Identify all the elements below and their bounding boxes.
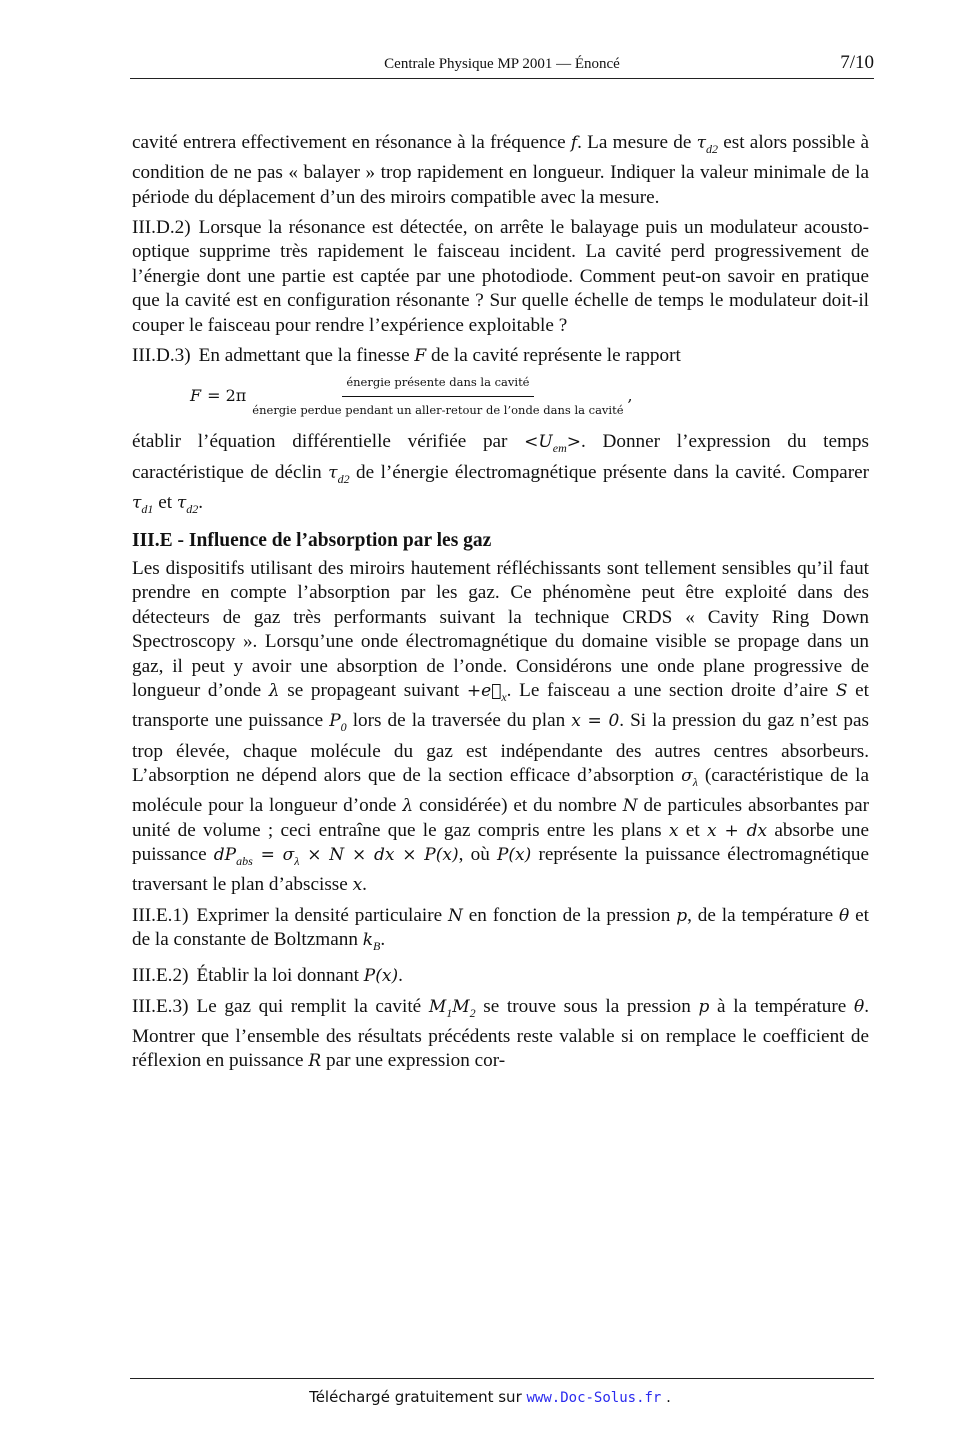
question-iii-e-1: III.E.1) Exprimer la densité particulaire N en fonction de la pression p, de la température θ et de la constante de Boltzmann $k_B$. <box>132 904 869 953</box>
question-iii-e-2: III.E.2) Établir la loi donnant P(x). <box>132 965 403 987</box>
section-title: III.E - Influence de l’absorption par les gaz <box>132 530 492 551</box>
page-number: 7/10 <box>840 52 874 73</box>
question-iii-d-3: III.D.3) En admettant que la finesse F de la cavité représente le rapport <box>132 345 681 367</box>
paragraph-continuation: cavité entrera effectivement en résonance à la fréquence f. La mesure de $\tau_{d2}$ est alors possible à condition de ne pas « balayer » trop rapidement en longueur. Indiquer la valeur minimale de la période du déplacement d’un des miroirs compatible avec la mesure. <box>132 132 869 208</box>
footer-divider <box>130 1378 874 1379</box>
question-label: III.D.3) <box>132 345 191 367</box>
question-label: III.D.2) <box>132 217 191 239</box>
paragraph-absorption: Les dispositifs utilisant des miroirs hautement réfléchissants sont tellement sensibles qu’il faut prendre en compte l’absorption par les gaz. Ce phénomène peut être exploité dans des détecteurs de gaz très performants suivant la technique CRDS « Cavity Ring Down Spectroscopy ». Lorsqu’une onde électromagnétique du domaine visible se propage dans un gaz, il peut y avoir une absorption de l’onde. Considérons une onde plane progressive de longueur d’onde λ se propageant suivant $+e⃗_x$. Le faisceau a une section droite d’aire S et transporte une puissance $P_0$ lors de la traversée du plan x = 0. Si la pression du gaz n’est pas trop élevée, chaque molécule du gaz est indépendante des autres centres absorbeurs. L’absorption ne dépend alors que de la section efficace d’absorption $\sigma_\lambda$ (caractéristique de la molécule pour la longueur d’onde λ considérée) et du nombre N de particules absorbantes par unité de volume ; ceci entraîne que le gaz compris entre les plans x et x + dx absorbe une puissance $dP_{abs} = \sigma_\lambda \times N$ × dx × P(x), où P(x) représente la puissance électromagnétique traversant le plan d’abscisse x. <box>132 558 870 896</box>
finesse-formula: F = 2π énergie présente dans la cavité énergie perdue pendant un aller-retour de l’onde dans la cavité , <box>190 370 869 422</box>
paragraph-d3-continued: établir l’équation différentielle vérifiée par $<U_{em}>$. Donner l’expression du temps caractéristique de déclin $\tau_{d2}$ de l’énergie électromagnétique présente dans la cavité. Comparer $\tau_{d1}$ et $\tau_{d2}$. <box>132 431 869 516</box>
footer-link[interactable]: www.Doc-Solus.fr <box>526 1390 662 1406</box>
question-iii-d-2: III.D.2) Lorsque la résonance est détectée, on arrête le balayage puis un modulateur acousto-optique supprime très rapidement le faisceau incident. La cavité perd progressivement de l’énergie dont une partie est captée par une photodiode. Comment peut-on savoir en pratique que la cavité est en configuration résonante ? Sur quelle échelle de temps le modulateur doit-il couper le faisceau pour rendre l’expérience exploitable ? <box>132 217 869 336</box>
page-header <box>130 52 874 79</box>
page-footer: Téléchargé gratuitement sur www.Doc-Solus.fr . <box>309 1388 671 1406</box>
fraction <box>248 370 627 422</box>
question-label: III.E.3) <box>132 995 189 1017</box>
header-title: Centrale Physique MP 2001 — Énoncé <box>384 56 620 72</box>
question-iii-e-3: III.E.3) Le gaz qui remplit la cavité $M_1M_2$ se trouve sous la pression p à la température θ. Montrer que l’ensemble des résultats précédents reste valable si on remplace le coefficient de réflexion en puissance R par une expression cor- <box>132 995 869 1072</box>
fraction-numerator: énergie présente dans la cavité <box>342 370 533 396</box>
question-label: III.E.1) <box>132 904 189 926</box>
main-text <box>132 131 869 1080</box>
fraction-denominator: énergie perdue pendant un aller-retour de l’onde dans la cavité <box>252 402 624 417</box>
question-label: III.E.2) <box>132 965 189 987</box>
